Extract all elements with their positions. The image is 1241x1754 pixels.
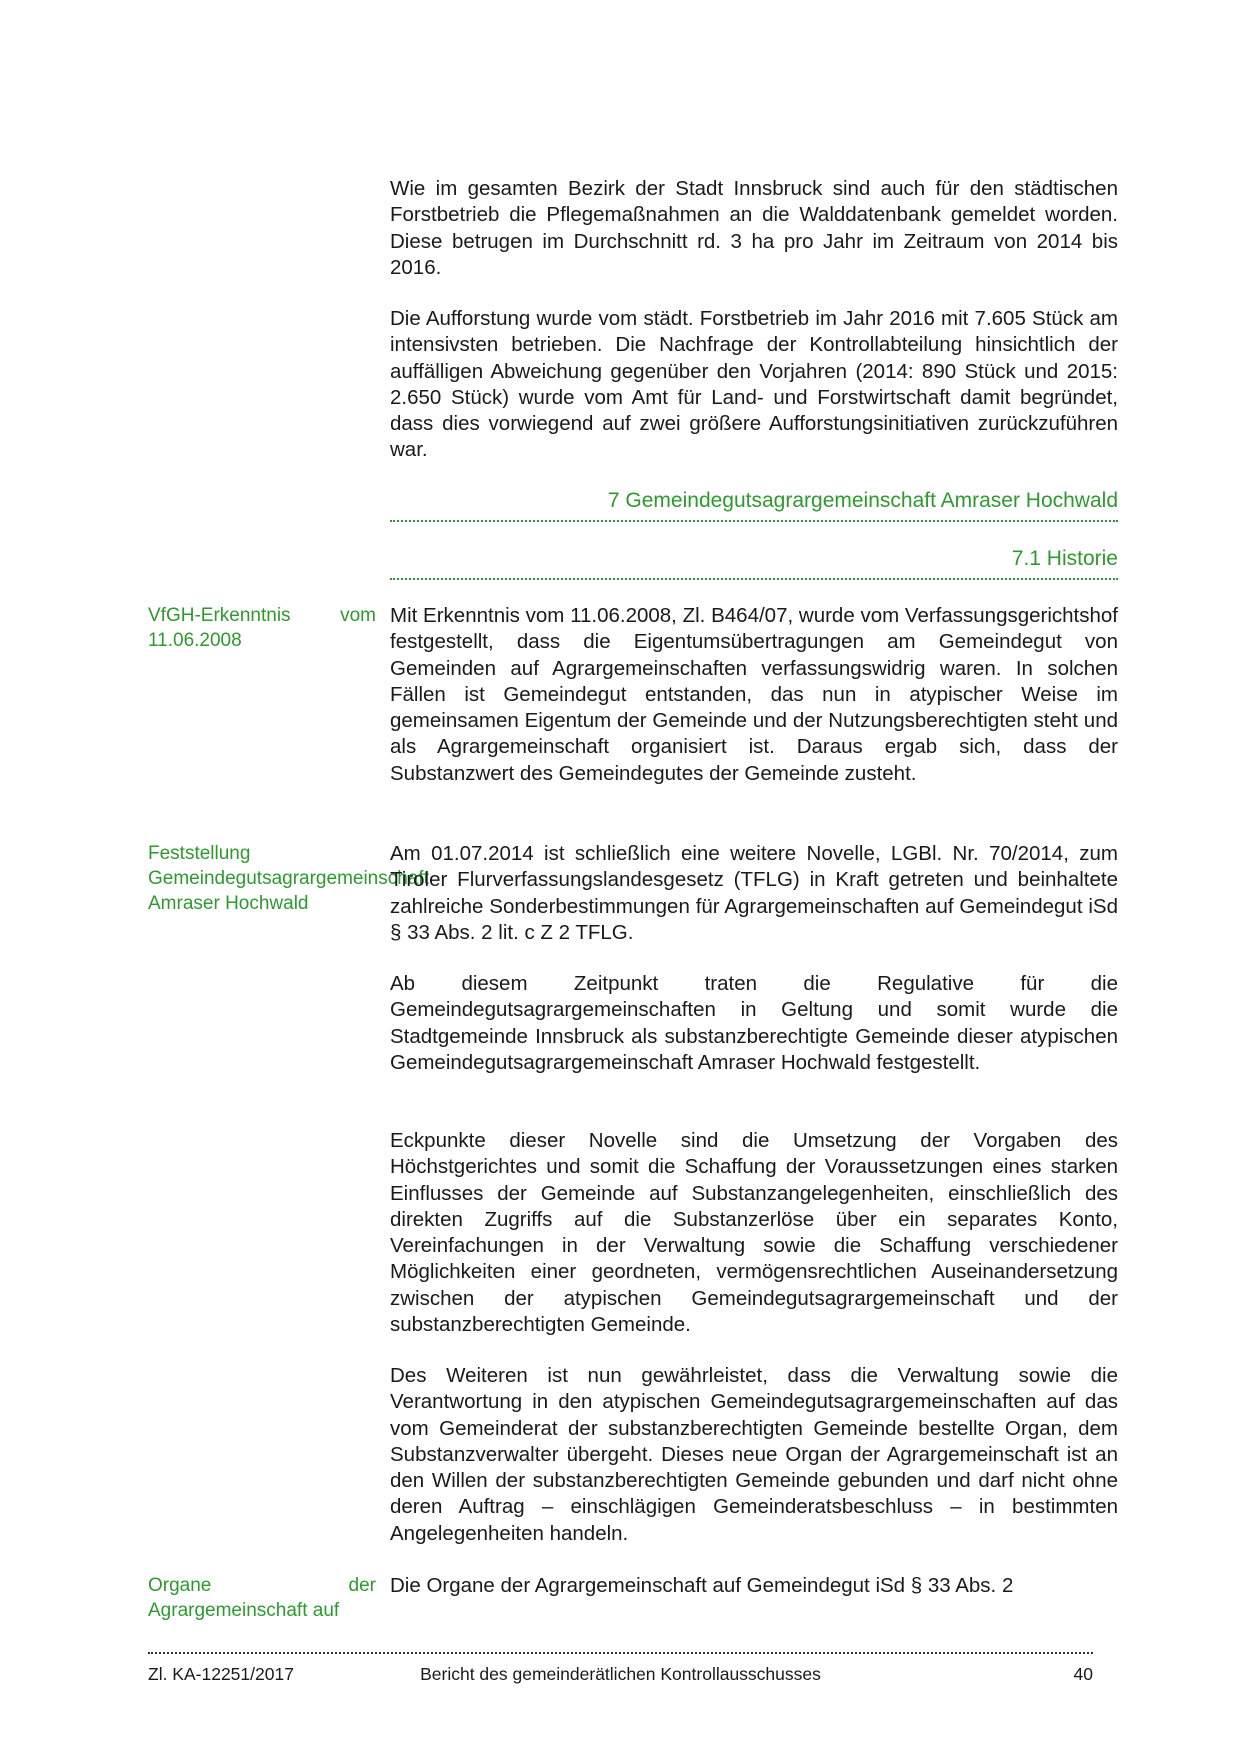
paragraph-verwaltung xyxy=(390,1363,1118,1547)
section-heading-7: 7 Gemeindegutsagrargemeinschaft Amraser Hochwald xyxy=(390,488,1118,522)
paragraph-text: Des Weiteren ist nun gewährleistet, dass die Verwaltung sowie die Verantwortung in den atypischen Gemeindegutsagrargemeinschaften auf das vom Gemeinderat der substanzberechtigten Gemeinde bestellte Organ, dem Substanzverwalter übergeht. Dieses neue Organ der Agrargemeinschaft ist an den Willen der substanzberechtigten Gemeinde gebunden und darf nicht ohne deren Auftrag – einschlägigen Gemeinderatsbeschluss – in bestimmten Angelegenheiten handeln. xyxy=(390,1364,1118,1545)
paragraph-novelle xyxy=(390,841,1118,946)
footer-page-number: 40 xyxy=(1073,1664,1093,1684)
section-heading-7-1: 7.1 Historie xyxy=(390,546,1118,580)
paragraph-text: Eckpunkte dieser Novelle sind die Umsetzung der Vorgaben des Höchstgerichtes und somit die Schaffung der Voraussetzungen eines starken Einflusses der Gemeinde auf Substanzangelegenheiten, einschließlich des direkten Zugriffs auf die Substanzerlöse über ein separates Konto, Vereinfachungen in der Verwaltung sowie die Schaffung verschiedener Möglichkeiten einer geordneten, vermögensrechtlichen Auseinandersetzung zwischen der atypischen Gemeindegutsagrargemeinschaft und der substanzberechtigten Gemeinde. xyxy=(390,1129,1118,1337)
paragraph-erkenntnis xyxy=(390,603,1118,787)
side-note-organe: Organe der Agrargemeinschaft auf xyxy=(148,1575,376,1621)
paragraph-text: Wie im gesamten Bezirk der Stadt Innsbruck sind auch für den städtischen Forstbetrieb die Pflegemaßnahmen an die Walddatenbank gemeldet worden. Diese betrugen im Durchschnitt rd. 3 ha pro Jahr im Zeitraum von 2014 bis 2016. xyxy=(390,177,1118,279)
side-note-vfgh: VfGH-Erkenntnis vom 11.06.2008 xyxy=(148,605,376,651)
paragraph-eckpunkte xyxy=(390,1128,1118,1338)
paragraph-pflegemassnahmen xyxy=(390,176,1118,281)
paragraph-aufforstung xyxy=(390,306,1118,464)
paragraph-regulative xyxy=(390,971,1118,1076)
paragraph-text: Ab diesem Zeitpunkt traten die Regulative für die Gemeindegutsagrargemeinschaften in Geltung und somit wurde die Stadtgemeinde Innsbruck als substanzberechtigte Gemeinde dieser atypischen Gemeindegutsagrargemeinschaft Amraser Hochwald festgestellt. xyxy=(390,972,1118,1074)
footer-reference-number: Zl. KA-12251/2017 xyxy=(148,1664,294,1684)
footer-divider xyxy=(148,1652,1093,1654)
paragraph-text: Mit Erkenntnis vom 11.06.2008, Zl. B464/07, wurde vom Verfassungsgerichtshof festgestellt, dass die Eigentumsübertragungen am Gemeindegut von Gemeinden auf Agrargemeinschaften verfassungswidrig waren. In solchen Fällen ist Gemeindegut entstanden, das nun in atypischer Weise im gemeinsamen Eigentum der Gemeinde und der Nutzungsberechtigten steht und als Agrargemeinschaft organisiert ist. Daraus ergab sich, dass der Substanzwert des Gemeindegutes der Gemeinde zusteht. xyxy=(390,604,1118,785)
side-note-feststellung: Feststellung Gemeindegutsagrargemeinschaft Amraser Hochwald xyxy=(148,843,429,914)
footer-report-title: Bericht des gemeinderätlichen Kontrollausschusses xyxy=(420,1664,821,1684)
paragraph-organe xyxy=(390,1573,1118,1599)
paragraph-text: Am 01.07.2014 ist schließlich eine weitere Novelle, LGBl. Nr. 70/2014, zum Tiroler Flurverfassungslandesgesetz (TFLG) in Kraft getreten und beinhaltete zahlreiche Sonderbestimmungen für Agrargemeinschaften auf Gemeindegut iSd § 33 Abs. 2 lit. c Z 2 TFLG. xyxy=(390,842,1118,944)
paragraph-text: Die Organe der Agrargemeinschaft auf Gemeindegut iSd § 33 Abs. 2 xyxy=(390,1574,1014,1597)
paragraph-text: Die Aufforstung wurde vom städt. Forstbetrieb im Jahr 2016 mit 7.605 Stück am intensivsten betrieben. Die Nachfrage der Kontrollabteilung hinsichtlich der auffälligen Abweichung gegenüber den Vorjahren (2014: 890 Stück und 2015: 2.650 Stück) wurde vom Amt für Land- und Forstwirtschaft damit begründet, dass dies vorwiegend auf zwei größere Aufforstungsinitiativen zurückzuführen war. xyxy=(390,307,1118,462)
